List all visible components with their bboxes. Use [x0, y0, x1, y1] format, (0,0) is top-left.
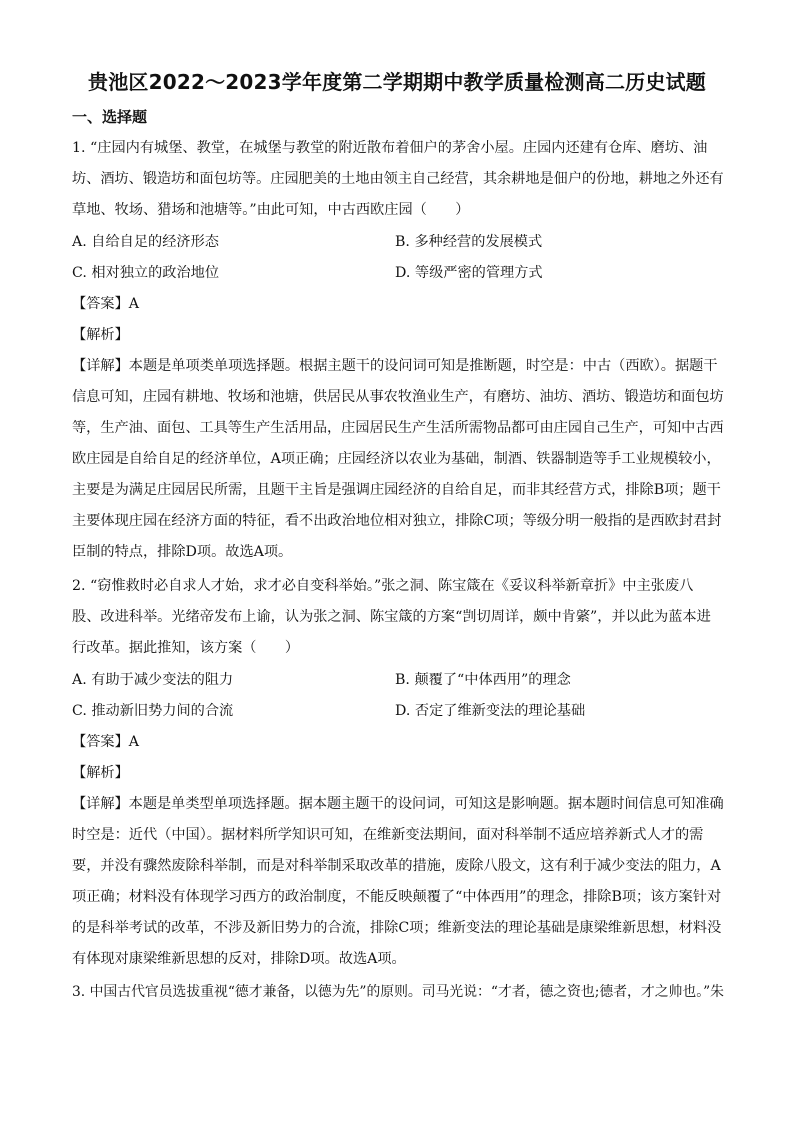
- q1-option-a: A. 自给自足的经济形态: [72, 234, 219, 250]
- q1-stem-line: 坊、酒坊、锻造坊和面包坊等。庄园肥美的土地由领主自己经营，其余耕地是佃户的份地，耕地之外还有: [72, 171, 724, 187]
- q2-answer: 【答案】A: [72, 734, 139, 750]
- q1-stem-line: 1. “庄园内有城堡、教堂，在城堡与教堂的附近散布着佃户的茅舍小屋。庄园内还建有仓库、磨坊、油: [72, 140, 708, 156]
- q2-option-d: D. 否定了维新变法的理论基础: [395, 703, 586, 719]
- q1-answer: 【答案】A: [72, 296, 139, 312]
- q1-option-c: C. 相对独立的政治地位: [72, 265, 220, 281]
- q3-stem-line: 3. 中国古代官员选拔重视“德才兼备，以德为先”的原则。司马光说：“才者，德之资也;德者，才之帅也。”朱: [72, 984, 725, 1000]
- q1-detail-line: 欧庄园是自给自足的经济单位，A项正确；庄园经济以农业为基础，制酒、铁器制造等手工业规模较小，: [72, 451, 721, 467]
- q2-detail-line: 有体现对康梁维新思想的反对，排除D项。故选A项。: [72, 951, 406, 967]
- q2-analysis-label: 【解析】: [72, 765, 129, 781]
- q2-option-b: B. 颠覆了“中体西用”的理念: [395, 672, 571, 688]
- q1-detail-line: 信息可知，庄园有耕地、牧场和池塘，供居民从事农牧渔业生产，有磨坊、油坊、酒坊、锻造坊和面包坊: [72, 389, 724, 405]
- q2-detail-line: 的是科举考试的改革，不涉及新旧势力的合流，排除C项；维新变法的理论基础是康梁维新思想，材料没: [72, 920, 722, 936]
- q1-analysis-label: 【解析】: [72, 327, 129, 343]
- section-heading: 一、选择题: [72, 108, 148, 126]
- q2-stem-line: 股、改进科举。光绪帝发布上谕，认为张之洞、陈宝箴的方案“剀切周详，颇中肯綮”，并以此为蓝本进: [72, 609, 711, 625]
- q2-option-a: A. 有助于减少变法的阻力: [72, 672, 234, 688]
- q1-detail-line: 臣制的特点，排除D项。故选A项。: [72, 544, 293, 560]
- q2-stem-line: 行改革。据此推知，该方案（ ）: [72, 640, 300, 656]
- q1-option-d: D. 等级严密的管理方式: [395, 265, 543, 281]
- q2-detail-line: 项正确；材料没有体现学习西方的政治制度，不能反映颠覆了“中体西用”的理念，排除B项；该方案针对: [72, 889, 722, 905]
- q1-detail: [72, 351, 724, 568]
- q1-detail-line: 主要是为满足庄园居民所需，且题干主旨是强调庄园经济的自给自足，而非其经营方式，排除B项；题干: [72, 482, 721, 498]
- q2-stem-line: 2. “窃惟救时必自求人才始，求才必自变科举始。”张之洞、陈宝箴在《妥议科举新章折》中主张废八: [72, 578, 694, 594]
- exam-title: 贵池区2022～2023学年度第二学期期中教学质量检测高二历史试题: [88, 70, 706, 94]
- q1-option-b: B. 多种经营的发展模式: [395, 234, 543, 250]
- q2-detail: [72, 789, 724, 975]
- q1-options-row-1: [72, 227, 724, 258]
- q2-options-row-2: [72, 696, 724, 727]
- q2-option-c: C. 推动新旧势力间的合流: [72, 703, 234, 719]
- q1-detail-line: 主要体现庄园在经济方面的特征，看不出政治地位相对独立，排除C项；等级分明一般指的是西欧封君封: [72, 513, 722, 529]
- q1-detail-line: 【详解】本题是单项类单项选择题。根据主题干的设问词可知是推断题，时空是：中古（西欧）。据题干: [72, 358, 718, 374]
- q1-options-row-2: [72, 258, 724, 289]
- q2-detail-line: 要，并没有骤然废除科举制，而是对科举制采取改革的措施，废除八股文，这有利于减少变法的阻力，A: [72, 858, 721, 874]
- q2-detail-line: 时空是：近代（中国）。据材料所学知识可知，在维新变法期间，面对科举制不适应培养新式人才的需: [72, 827, 704, 843]
- q1-stem-line: 草地、牧场、猎场和池塘等。”由此可知，中古西欧庄园（ ）: [72, 202, 470, 218]
- q2-stem: [72, 571, 724, 664]
- q2-options-row-1: [72, 665, 724, 696]
- q1-stem: [72, 133, 724, 226]
- q3-stem: [72, 977, 724, 1008]
- q2-detail-line: 【详解】本题是单类型单项选择题。据本题主题干的设问词，可知这是影响题。据本题时间信息可知准确: [72, 796, 724, 812]
- q1-detail-line: 等，生产油、面包、工具等生产生活用品，庄园居民生产生活所需物品都可由庄园自己生产，可知中古西: [72, 420, 724, 436]
